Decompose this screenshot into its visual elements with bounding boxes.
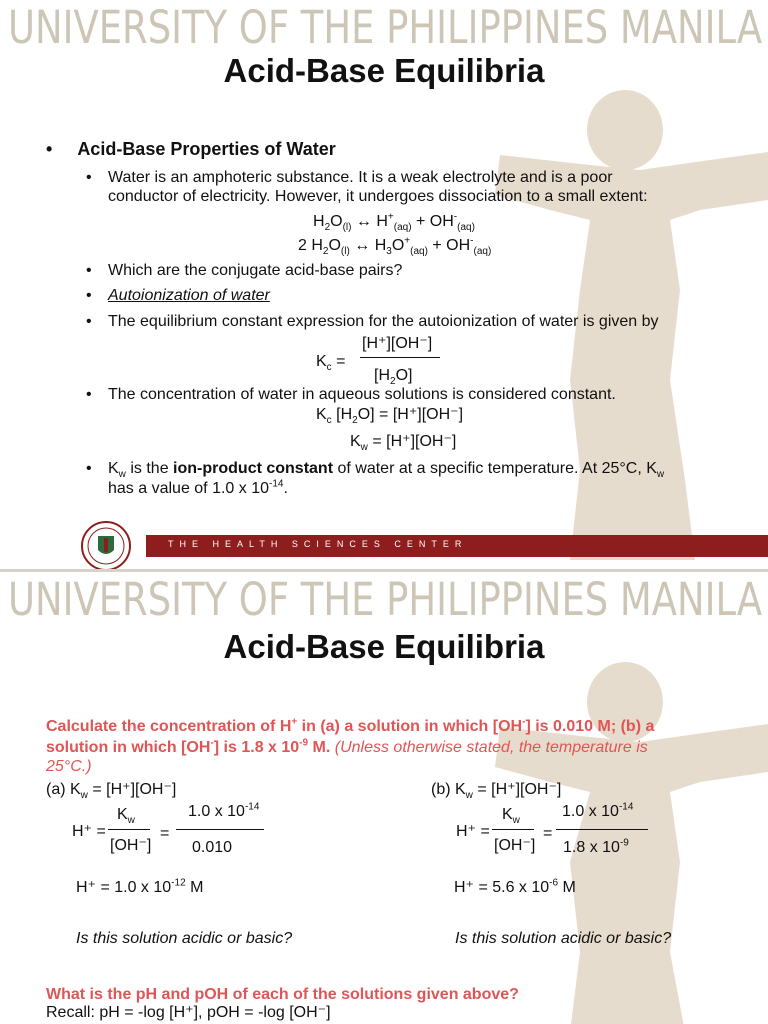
slide-2 xyxy=(0,572,768,1024)
main-bullet-text: Acid-Base Properties of Water xyxy=(77,139,336,159)
part-b-question: Is this solution acidic or basic? xyxy=(455,930,672,947)
equation-kc-h2o: $K_c$ $[H_2O] = [H^+][OH^-]$ xyxy=(316,406,464,427)
part-a-denominator: 0.010 xyxy=(192,839,233,856)
part-a-fraction-line-1 xyxy=(108,829,150,830)
recall-formula: Recall: pH = -log [H⁺], pOH = -log [OH⁻] xyxy=(46,1004,331,1021)
statue-silhouette-image xyxy=(440,60,768,560)
kc-fraction-line xyxy=(360,357,440,358)
part-b-numerator: 1.0 x $10^{-14}$ xyxy=(562,801,634,820)
part-a-equals: = xyxy=(160,825,170,842)
bullet-4: The equilibrium constant expression for the autoionization of water is given by xyxy=(108,313,659,330)
kc-label: $K_c$ = xyxy=(316,353,346,374)
bullet-6-line-1: $K_w$ is the ion-product constant of water at a specific temperature. At 25°C, $K_w$ xyxy=(108,460,665,481)
part-b-oh: [OH⁻] xyxy=(494,837,536,854)
bullet-2: Which are the conjugate acid-base pairs? xyxy=(108,262,403,279)
part-a-hplus: H⁺ = xyxy=(72,823,106,840)
university-watermark: UNIVERSITY OF THE PHILIPPINES MANILA xyxy=(8,1,763,54)
bullet-5: The concentration of water in aqueous solutions is considered constant. xyxy=(108,386,616,403)
equation-kw: $K_w = [H^+][OH^-]$ xyxy=(350,433,457,454)
part-b-result: H⁺ = 5.6 x $10^{-6}$ M xyxy=(454,877,576,896)
bullet-dot: • xyxy=(86,262,92,279)
main-bullet: • Acid-Base Properties of Water xyxy=(46,139,336,159)
page-title: Acid-Base Equilibria xyxy=(223,628,545,665)
part-b-denominator: 1.8 x $10^{-9}$ xyxy=(563,837,629,856)
bullet-dot: • xyxy=(86,169,92,186)
bullet-dot: • xyxy=(86,287,92,304)
part-a-header: (a) $K_w = [H^+][OH^-]$ xyxy=(46,781,177,802)
part-a-oh: [OH⁻] xyxy=(110,837,152,854)
footer-text: THE HEALTH SCIENCES CENTER xyxy=(168,539,468,549)
bullet-dot: • xyxy=(86,386,92,403)
part-b-kw: $K_w$ xyxy=(502,806,520,827)
part-b-fraction-line-1 xyxy=(492,829,534,830)
bullet-6-line-2: has a value of 1.0 x $10^{-14}$. xyxy=(108,478,288,497)
part-b-fraction-line-2 xyxy=(556,829,648,830)
part-a-numerator: 1.0 x $10^{-14}$ xyxy=(188,801,260,820)
part-a-question: Is this solution acidic or basic? xyxy=(76,930,293,947)
problem-line-2: solution in which [OH-] is 1.8 x $10^{-9}$ M. (Unless otherwise stated, the temperature is xyxy=(46,737,648,756)
bullet-1-line-2: conductor of electricity. However, it undergoes dissociation to a small extent: xyxy=(108,188,648,205)
problem-line-1: Calculate the concentration of H+ in (a) a solution in which [OH-] is 0.010 M; (b) a xyxy=(46,716,655,735)
equation-dissociation-1: $H_2O_{(l)}$ ↔ $H^+_{(aq)} + OH^-_{(aq)}$ xyxy=(313,211,475,234)
part-b-equals: = xyxy=(543,825,553,842)
problem-line-3: 25°C.) xyxy=(46,758,92,775)
part-a-result: H⁺ = 1.0 x $10^{-12}$ M xyxy=(76,877,204,896)
ph-question: What is the pH and pOH of each of the solutions given above? xyxy=(46,986,519,1003)
part-a-fraction-line-2 xyxy=(176,829,264,830)
part-a-kw: $K_w$ xyxy=(117,806,135,827)
equation-dissociation-2: 2 $H_2O_{(l)}$ ↔ $H_3O^+_{(aq)} + OH^-_{(aq)}$ xyxy=(298,235,492,258)
university-seal-logo xyxy=(80,520,132,570)
bullet-1-line-1: Water is an amphoteric substance. It is a weak electrolyte and is a poor xyxy=(108,169,613,186)
kc-denominator: $[H_2O]$ xyxy=(374,367,413,388)
kc-numerator: [H⁺][OH⁻] xyxy=(362,335,433,352)
part-b-header: (b) $K_w = [H^+][OH^-]$ xyxy=(431,781,562,802)
part-b-hplus: H⁺ = xyxy=(456,823,490,840)
bullet-dot: • xyxy=(86,313,92,330)
bullet-3-autoionization: Autoionization of water xyxy=(108,287,270,304)
page-title: Acid-Base Equilibria xyxy=(223,52,545,89)
bullet-dot: • xyxy=(86,460,92,477)
university-watermark: UNIVERSITY OF THE PHILIPPINES MANILA xyxy=(8,573,763,626)
